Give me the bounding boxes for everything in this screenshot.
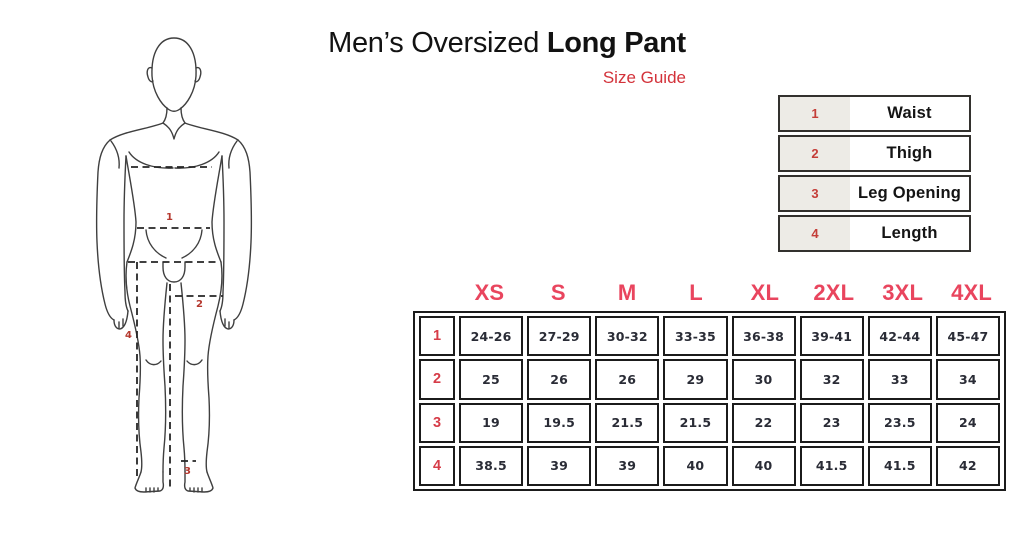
row-number: 2 xyxy=(419,359,455,399)
cell-thigh-2xl: 32 xyxy=(800,359,864,399)
title-prefix: Men’s Oversized xyxy=(328,27,547,59)
legend-number: 3 xyxy=(780,177,850,210)
page-title xyxy=(267,27,747,60)
legend-number: 1 xyxy=(780,97,850,130)
cell-legopening-xl: 22 xyxy=(732,403,796,443)
cell-thigh-xl: 30 xyxy=(732,359,796,399)
cell-legopening-s: 19.5 xyxy=(527,403,591,443)
cell-thigh-m: 26 xyxy=(595,359,659,399)
cell-waist-4xl: 45-47 xyxy=(936,316,1000,356)
body-outline xyxy=(97,38,252,492)
title-emphasis: Long Pant xyxy=(546,27,686,59)
body-measurement-diagram xyxy=(0,0,320,537)
size-header-2xl: 2XL xyxy=(813,280,855,305)
legend-label: Length xyxy=(881,224,938,242)
legend-row-length xyxy=(778,215,971,252)
table-row-length xyxy=(419,446,1000,486)
size-chart xyxy=(415,313,1004,489)
row-number: 3 xyxy=(419,403,455,443)
marker-leg-opening: 3 xyxy=(184,466,191,477)
cell-waist-xl: 36-38 xyxy=(732,316,796,356)
legend-row-leg-opening xyxy=(778,175,971,212)
size-header-3xl: 3XL xyxy=(882,280,924,305)
table-row-leg-opening xyxy=(419,403,1000,443)
size-header-4xl: 4XL xyxy=(951,280,993,305)
cell-waist-l: 33-35 xyxy=(663,316,727,356)
table-row-waist xyxy=(419,316,1000,356)
size-header-xs: XS xyxy=(474,280,505,305)
cell-legopening-xs: 19 xyxy=(459,403,523,443)
row-number: 4 xyxy=(419,446,455,486)
measurement-legend xyxy=(778,95,971,255)
size-header-row xyxy=(413,280,1006,308)
cell-waist-s: 27-29 xyxy=(527,316,591,356)
cell-legopening-m: 21.5 xyxy=(595,403,659,443)
legend-label: Leg Opening xyxy=(857,184,962,202)
cell-waist-2xl: 39-41 xyxy=(800,316,864,356)
cell-thigh-xs: 25 xyxy=(459,359,523,399)
size-header-m: M xyxy=(617,280,637,305)
legend-number: 2 xyxy=(780,137,850,170)
legend-number: 4 xyxy=(780,217,850,250)
marker-length: 4 xyxy=(125,330,132,341)
cell-thigh-4xl: 34 xyxy=(936,359,1000,399)
cell-length-s: 39 xyxy=(527,446,591,486)
cell-length-m: 39 xyxy=(595,446,659,486)
table-row-thigh xyxy=(419,359,1000,399)
cell-waist-3xl: 42-44 xyxy=(868,316,932,356)
cell-legopening-2xl: 23 xyxy=(800,403,864,443)
size-chart-table xyxy=(413,311,1006,491)
cell-thigh-s: 26 xyxy=(527,359,591,399)
legend-label: Waist xyxy=(887,104,932,122)
cell-thigh-l: 29 xyxy=(663,359,727,399)
size-header-xl: XL xyxy=(750,280,780,305)
cell-legopening-4xl: 24 xyxy=(936,403,1000,443)
cell-waist-xs: 24-26 xyxy=(459,316,523,356)
cell-length-4xl: 42 xyxy=(936,446,1000,486)
marker-waist: 1 xyxy=(166,212,173,223)
legend-row-thigh xyxy=(778,135,971,172)
cell-length-l: 40 xyxy=(663,446,727,486)
size-header-l: L xyxy=(689,280,703,305)
cell-length-xl: 40 xyxy=(732,446,796,486)
cell-length-3xl: 41.5 xyxy=(868,446,932,486)
cell-legopening-3xl: 23.5 xyxy=(868,403,932,443)
legend-row-waist xyxy=(778,95,971,132)
size-header-spacer xyxy=(413,280,455,308)
cell-legopening-l: 21.5 xyxy=(663,403,727,443)
marker-thigh: 2 xyxy=(196,299,203,310)
cell-thigh-3xl: 33 xyxy=(868,359,932,399)
cell-waist-m: 30-32 xyxy=(595,316,659,356)
cell-length-2xl: 41.5 xyxy=(800,446,864,486)
subtitle-size-guide: Size Guide xyxy=(602,68,686,87)
row-number: 1 xyxy=(419,316,455,356)
size-header-s: S xyxy=(550,280,566,305)
cell-length-xs: 38.5 xyxy=(459,446,523,486)
legend-label: Thigh xyxy=(886,144,933,162)
